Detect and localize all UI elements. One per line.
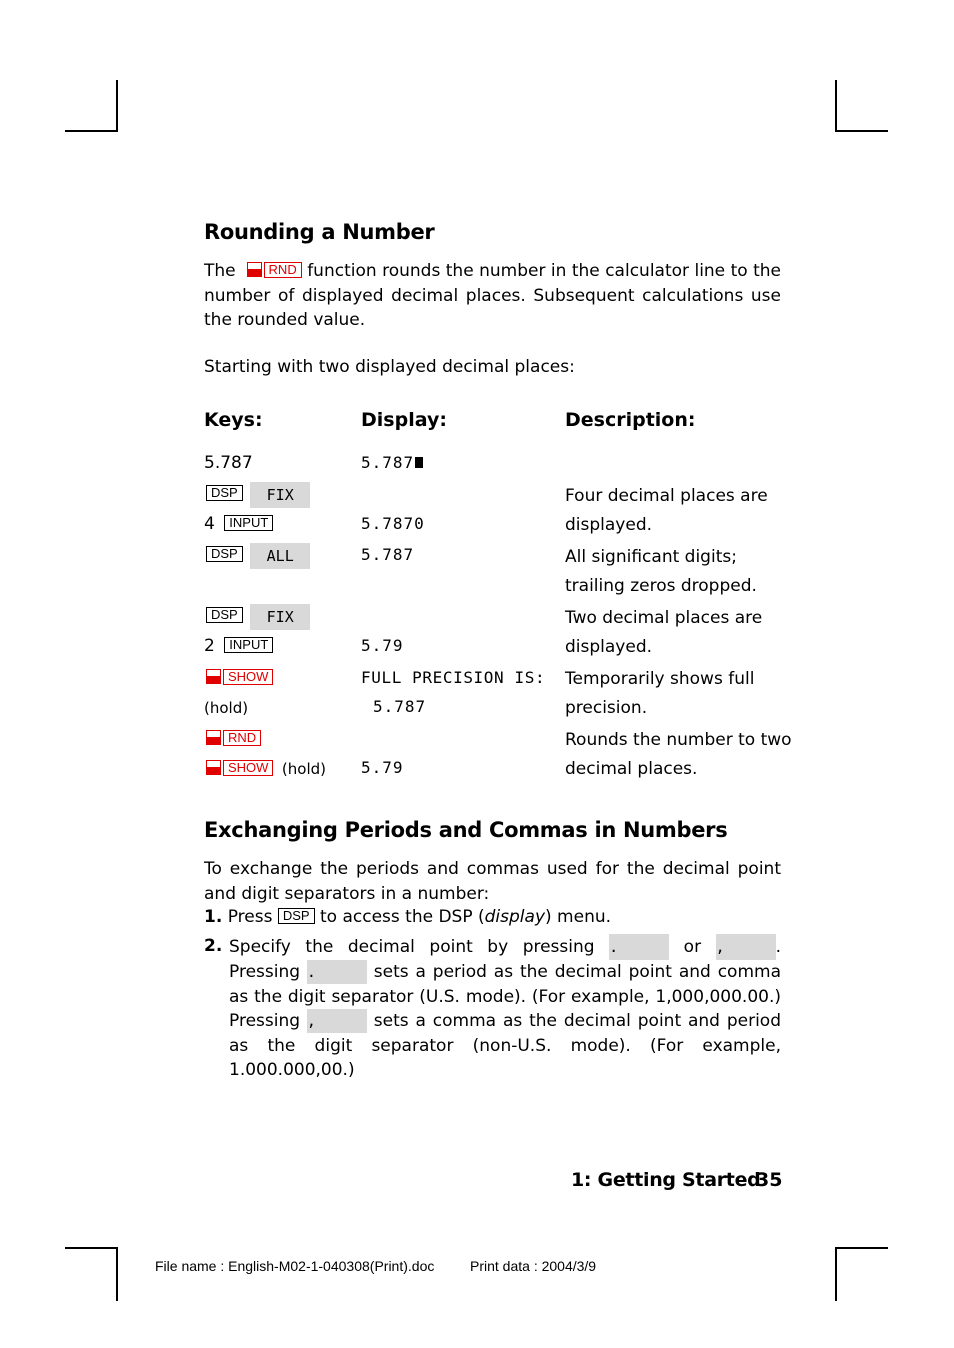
exchanging-intro: To exchange the periods and commas used for the decimal point and digit separators in a number: [204,859,781,904]
hold-note: (hold) [281,760,326,778]
key-entry-4: 4 [204,514,215,534]
desc-line: displayed. [565,515,653,535]
display-value: 5.787 [361,453,415,472]
display-line-2: 5.7870 [361,514,425,533]
step-number: 1. [204,907,223,927]
step1-post-b: ) menu. [545,907,612,927]
hold-note: (hold) [204,699,249,717]
file-name-info: File name : English-M02-1-040308(Print).doc [155,1258,435,1274]
desc-all-significant [565,543,757,601]
input-key[interactable]: INPUT [224,637,273,653]
step2-d: sets a comma as the decimal point and period as the digit separator (non-U.S. mode). (For example, 1.000.000,00.) [229,1011,781,1080]
keys-row-rnd [206,730,261,749]
desc-full-precision [565,665,754,723]
shift-key-icon [247,262,262,277]
display-line-1 [361,453,423,472]
dsp-key[interactable]: DSP [206,485,243,501]
display-line-3: 5.787 [361,545,415,564]
key-entry-5787: 5.787 [204,453,253,473]
crop-mark [65,130,118,132]
dsp-key[interactable]: DSP [206,607,243,623]
step2-b: . Pressing [229,937,782,982]
crop-mark [835,1247,837,1301]
crop-mark [116,80,118,132]
desc-rounds [565,726,792,784]
keys-row-dsp-all [206,543,310,569]
chapter-footer: 1: Getting Started [571,1169,761,1191]
keys-row-2-input [204,636,273,656]
rounding-intro [204,259,781,333]
crop-mark [65,1247,118,1249]
key-entry-2: 2 [204,636,215,656]
section-heading-exchanging: Exchanging Periods and Commas in Numbers [204,818,728,842]
step-1 [204,905,781,930]
step1-pre: Press [227,907,273,927]
crop-mark [835,1247,888,1249]
step2-a: Specify the decimal point by pressing [229,937,595,957]
keys-row-show [206,669,273,688]
desc-line: Two decimal places are [565,608,763,628]
period-softkey[interactable]: . [609,934,669,960]
keys-row-4-input [204,514,273,534]
desc-line: trailing zeros dropped. [565,576,757,596]
start-text: Starting with two displayed decimal places: [204,357,575,377]
intro-pre: The [204,261,236,281]
dsp-key[interactable]: DSP [278,908,315,924]
crop-mark [835,130,888,132]
shift-key-icon [206,760,221,775]
section-heading-rounding: Rounding a Number [204,220,435,244]
cursor-icon [415,457,423,468]
display-line-5a: FULL PRECISION IS: [361,668,546,687]
show-key[interactable]: SHOW [223,760,273,776]
desc-line: Temporarily shows full [565,669,755,689]
print-data-info: Print data : 2004/3/9 [470,1258,597,1274]
desc-line: displayed. [565,637,653,657]
step1-post-a: to access the DSP ( [320,907,485,927]
crop-mark [835,80,837,132]
desc-line: precision. [565,698,648,718]
shift-key-icon [206,730,221,745]
show-key[interactable]: SHOW [223,669,273,685]
rnd-key[interactable]: RND [264,262,302,278]
desc-line: decimal places. [565,759,698,779]
desc-four-places [565,482,768,540]
intro-post: function rounds the number in the calculator line to the number of displayed decimal places. Subsequent calculations use the rounded value. [204,261,782,330]
comma-softkey[interactable]: , [307,1009,367,1033]
display-line-6: 5.79 [361,758,404,777]
keys-row-show-hold [206,760,326,779]
desc-line: Four decimal places are [565,486,768,506]
desc-line: Rounds the number to two [565,730,792,750]
input-key[interactable]: INPUT [224,515,273,531]
dsp-key[interactable]: DSP [206,546,243,562]
desc-line: All significant digits; [565,547,737,567]
keys-row-dsp-fix [206,482,310,508]
col-head-keys: Keys: [204,409,263,431]
comma-softkey[interactable]: , [716,934,776,960]
all-softkey[interactable]: ALL [250,543,310,569]
fix-softkey[interactable]: FIX [250,604,310,630]
step-2 [229,934,781,1083]
step1-italic: display [484,907,546,927]
step2-or: or [683,937,702,957]
fix-softkey[interactable]: FIX [250,482,310,508]
step-2-number [204,934,222,959]
step2-c: sets a period as the decimal point and comma as the digit separator (U.S. mode). (For example, 1,000,000.00.) Pressing [229,962,781,1031]
step-number: 2. [204,936,223,956]
crop-mark [116,1247,118,1301]
rnd-key[interactable]: RND [223,730,261,746]
col-head-description: Description: [565,409,696,431]
display-line-5b: 5.787 [373,697,427,716]
period-softkey[interactable]: . [307,960,367,984]
page-number: 35 [756,1169,783,1191]
col-head-display: Display: [361,409,447,431]
desc-two-places [565,604,762,662]
keys-row-dsp-fix-2 [206,604,310,630]
display-line-4: 5.79 [361,636,404,655]
shift-key-icon [206,669,221,684]
